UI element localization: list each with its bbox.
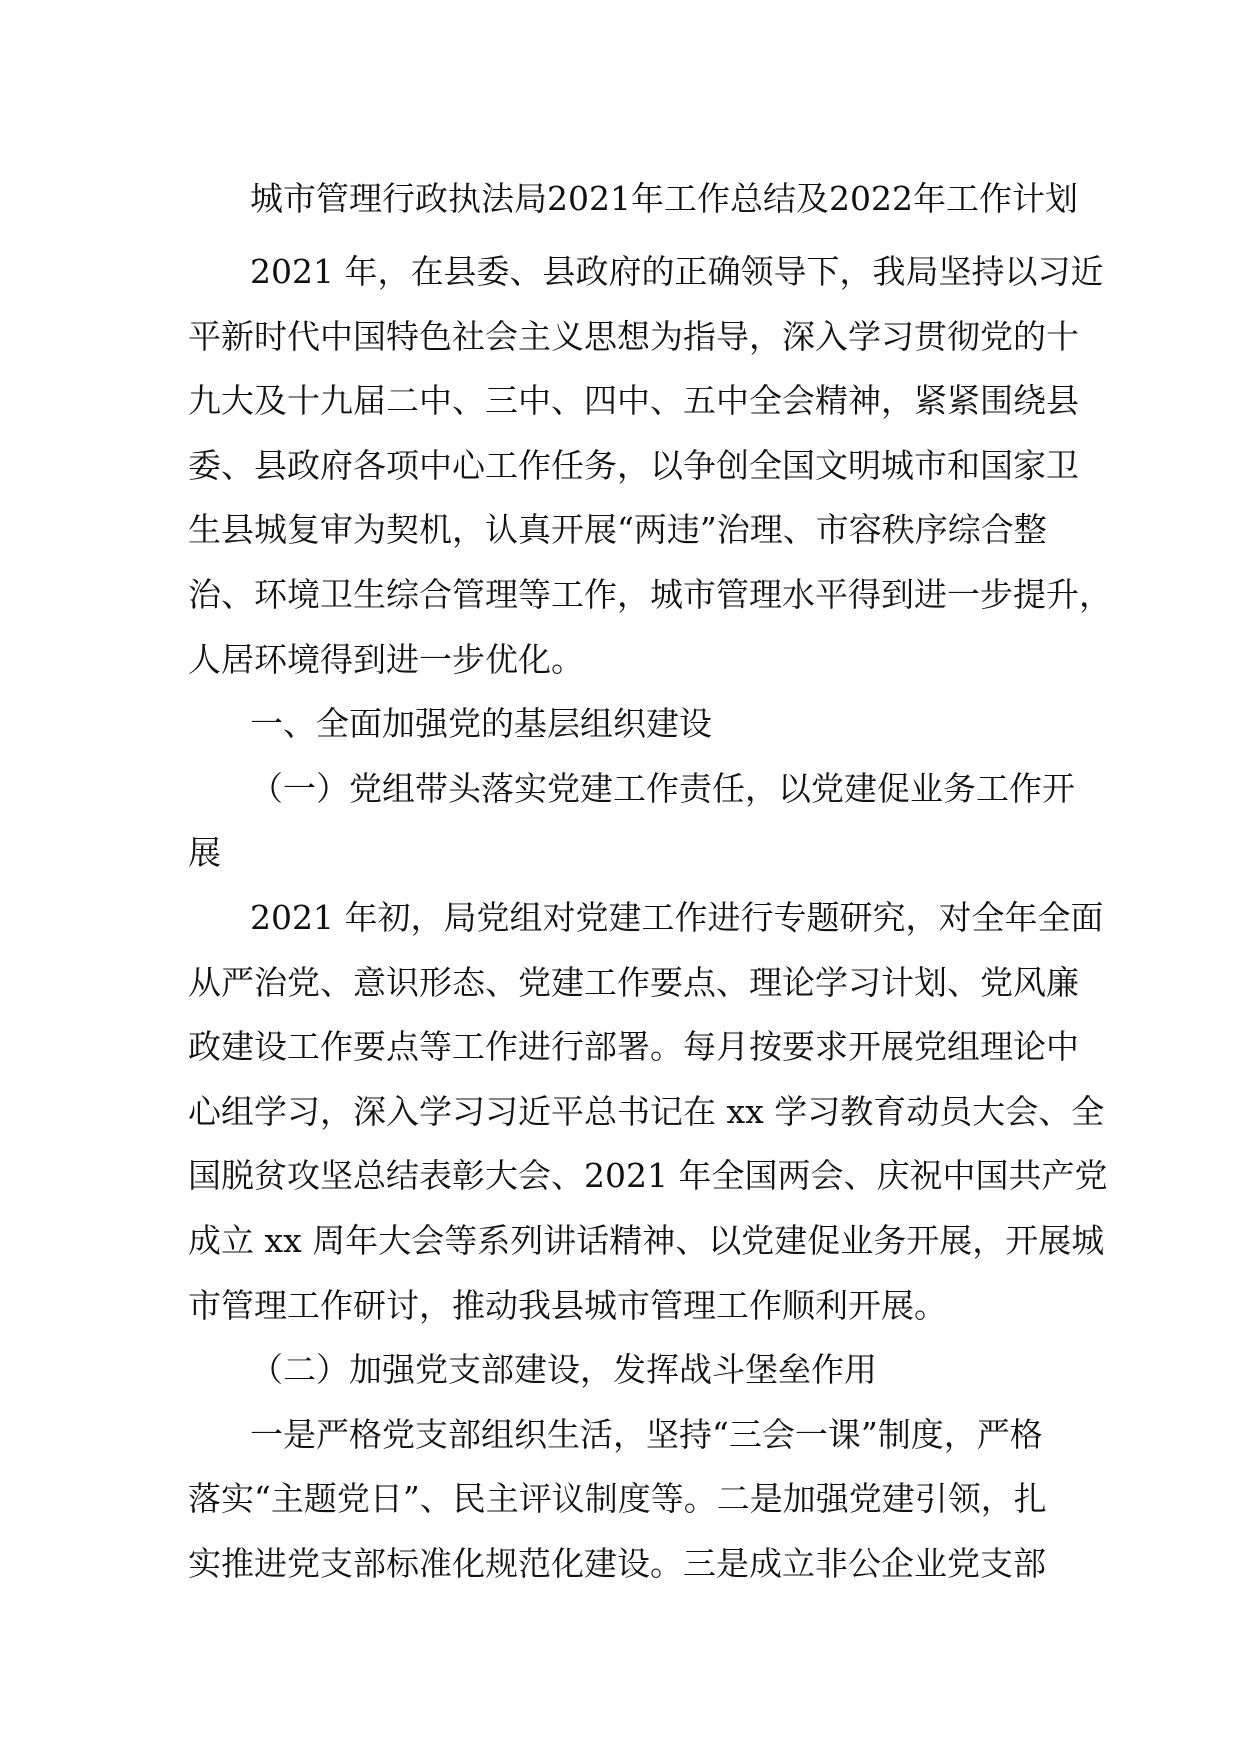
paragraph-line: 2021 年，在县委、县政府的正确领导下，我局坚持以习近 (250, 252, 1104, 291)
paragraph-line: 一是严格党支部组织生活，坚持“三会一课”制度，严格 (250, 1414, 1043, 1454)
paragraph-line: 平新时代中国特色社会主义思想为指导，深入学习贯彻党的十 (188, 316, 1079, 356)
paragraph-line: 委、县政府各项中心工作任务，以争创全国文明城市和国家卫 (188, 445, 1079, 485)
subsection-heading: （二）加强党支部建设，发挥战斗堡垒作用 (250, 1350, 877, 1390)
paragraph-line: 国脱贫攻坚总结表彰大会、2021 年全国两会、庆祝中国共产党 (188, 1156, 1108, 1196)
subsection-heading-continued: 展 (188, 833, 221, 873)
paragraph-line: 人居环境得到进一步优化。 (188, 639, 584, 679)
paragraph-line: 政建设工作要点等工作进行部署。每月按要求开展党组理论中 (188, 1027, 1079, 1067)
paragraph-line: 治、环境卫生综合管理等工作，城市管理水平得到进一步提升， (188, 574, 1112, 614)
paragraph-line: 落实“主题党日”、民主评议制度等。二是加强党建引领，扎 (188, 1479, 1047, 1519)
paragraph-line: 市管理工作研讨，推动我县城市管理工作顺利开展。 (188, 1285, 947, 1325)
paragraph-line: 生县城复审为契机，认真开展“两违”治理、市容秩序综合整 (188, 510, 1047, 550)
paragraph-line: 从严治党、意识形态、党建工作要点、理论学习计划、党风廉 (188, 962, 1079, 1002)
document-title: 城市管理行政执法局2021年工作总结及2022年工作计划 (250, 179, 1078, 218)
paragraph-line: 实推进党支部标准化规范化建设。三是成立非公企业党支部 (188, 1543, 1046, 1583)
paragraph-line: 心组学习，深入学习习近平总书记在 xx 学习教育动员大会、全 (188, 1091, 1105, 1131)
section-heading: 一、全面加强党的基层组织建设 (250, 704, 712, 744)
subsection-heading: （一）党组带头落实党建工作责任，以党建促业务工作开 (250, 768, 1075, 808)
document-body (188, 240, 1112, 1596)
paragraph-line: 九大及十九届二中、三中、四中、五中全会精神，紧紧围绕县 (188, 381, 1079, 421)
paragraph-line: 成立 xx 周年大会等系列讲话精神、以党建促业务开展，开展城 (188, 1220, 1105, 1260)
paragraph-line: 2021 年初，局党组对党建工作进行专题研究，对全年全面 (250, 897, 1104, 937)
